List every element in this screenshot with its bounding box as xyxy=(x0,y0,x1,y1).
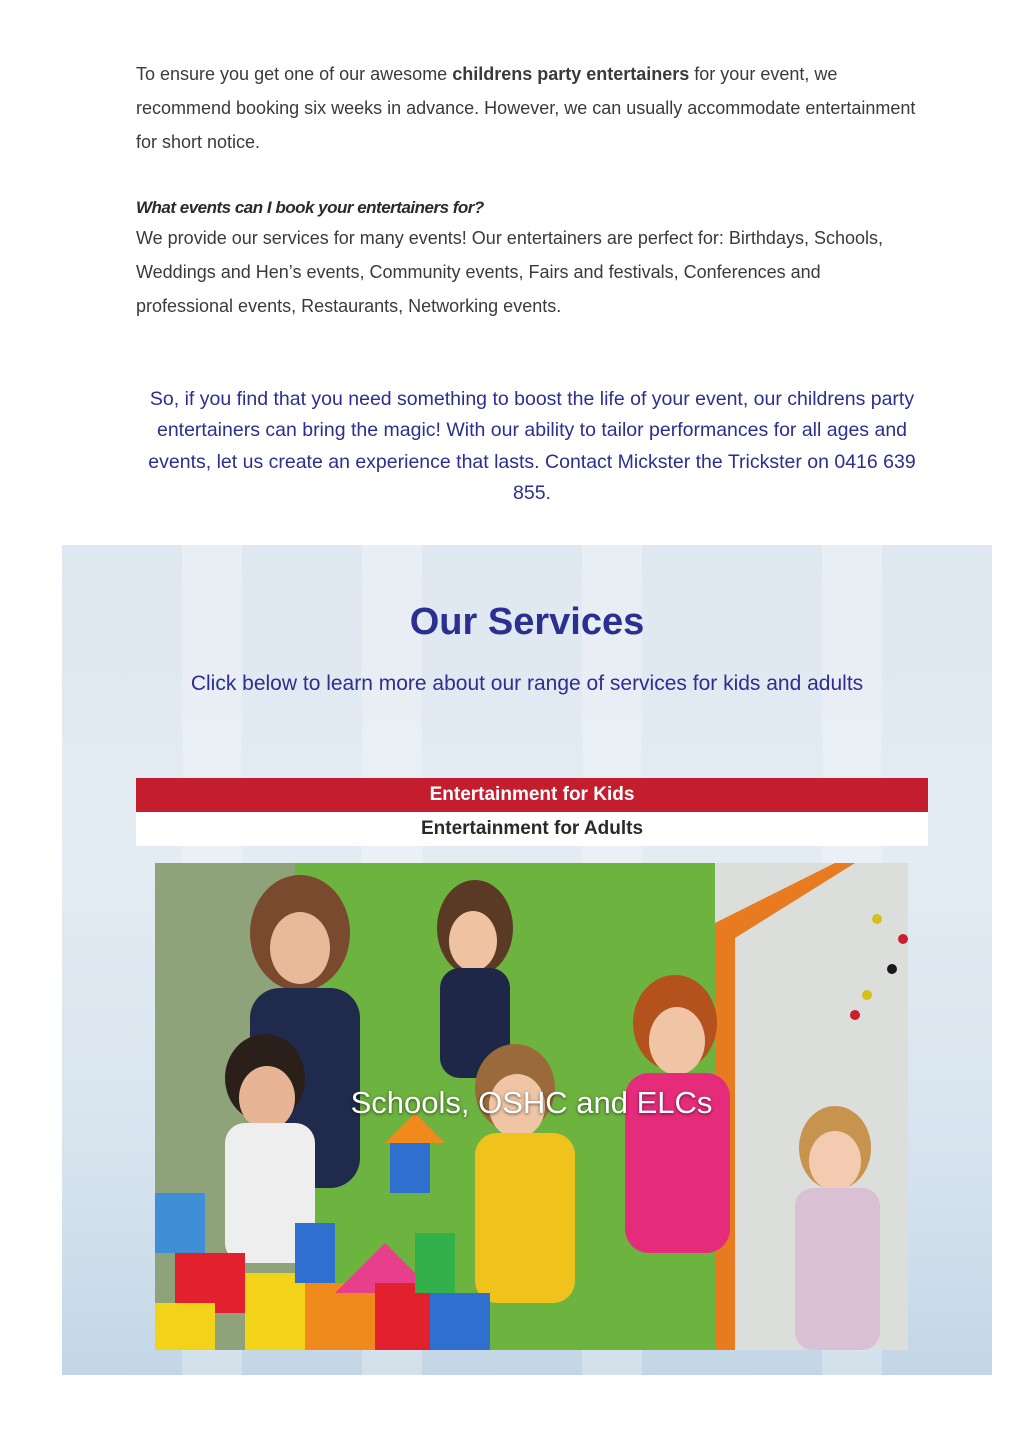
intro-text-end: for your event, we recommend booking six weeks in advance. However, we can usually accommodate entertainment for short notice. xyxy=(136,64,916,152)
intro-paragraph xyxy=(136,57,916,159)
faq-question: What events can I book your entertainers for? xyxy=(136,198,484,217)
tab-entertainment-adults[interactable]: Entertainment for Adults xyxy=(136,812,928,846)
services-subtitle: Click below to learn more about our range of services for kids and adults xyxy=(190,672,864,695)
call-to-action: So, if you find that you need something to boost the life of your event, our childrens party entertainers can bring the magic! With our ability to tailor performances for all ages and events, let us create an experience that lasts. Contact Mickster the Trickster on 0416 639 855. xyxy=(148,387,916,504)
intro-bold-keyword: childrens party entertainers xyxy=(452,64,690,84)
slide-image[interactable] xyxy=(155,863,908,1350)
intro-text-start: To ensure you get one of our awesome xyxy=(136,64,453,84)
services-title: Our Services xyxy=(409,601,645,643)
services-section xyxy=(62,545,992,1375)
events-paragraph: We provide our services for many events! Our entertainers are perfect for: Birthdays, Schools, Weddings and Hen’s events, Community events, Fairs and festivals, Conferences and professional events, Restaurants, Networking events. xyxy=(136,228,883,316)
tab-entertainment-kids[interactable]: Entertainment for Kids xyxy=(136,778,928,812)
slide-caption: Schools, OSHC and ELCs xyxy=(350,1085,713,1120)
